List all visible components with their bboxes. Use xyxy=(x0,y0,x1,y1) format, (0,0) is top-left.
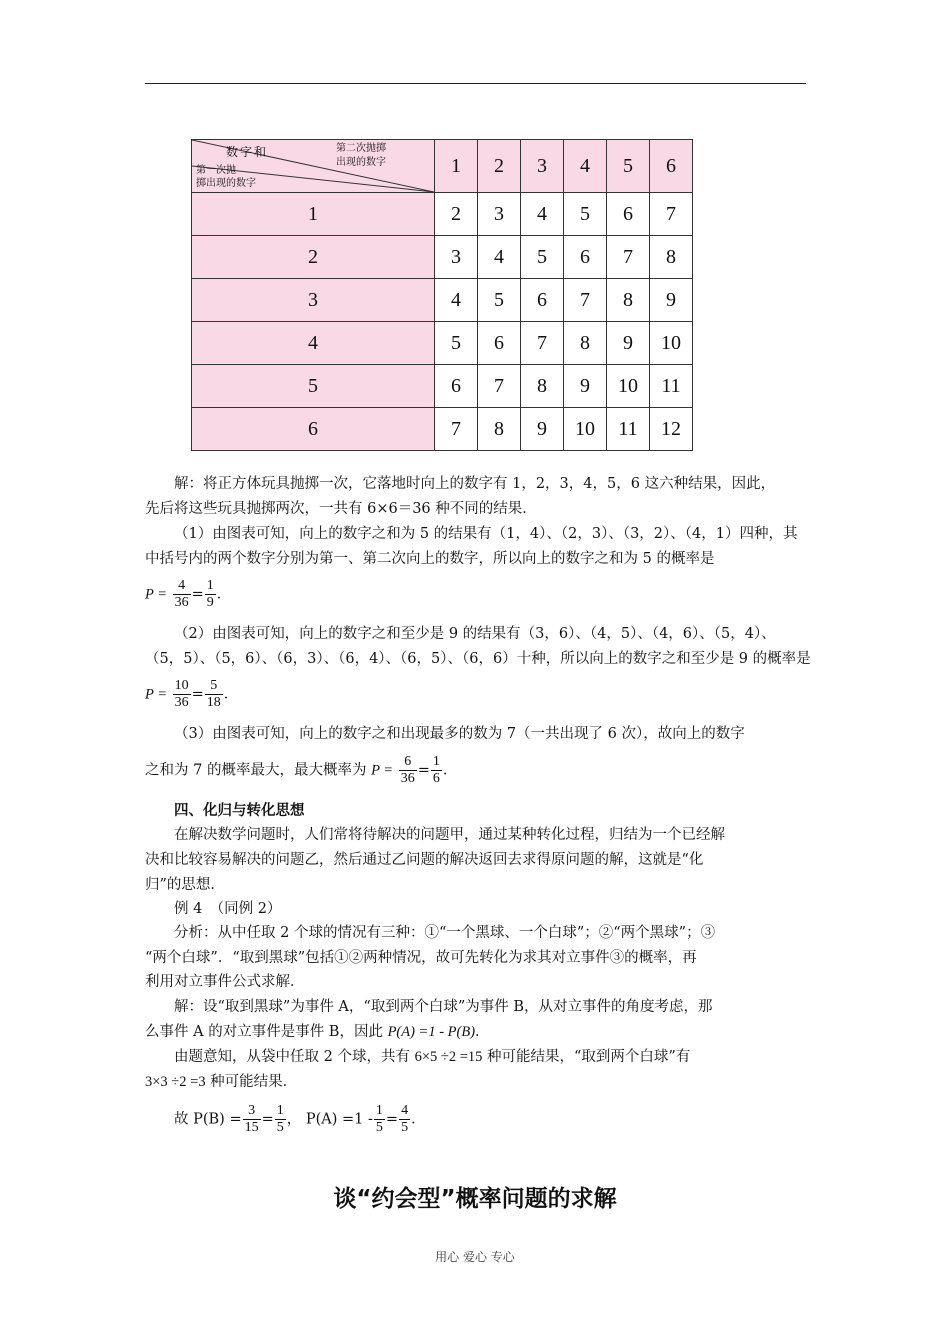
table-cell: 9 xyxy=(650,279,693,322)
table-cell: 9 xyxy=(564,365,607,408)
paragraph-solution-line1: 解：将正方体玩具抛掷一次，它落地时向上的数字有 1，2，3，4，5，6 这六种结果，因此， xyxy=(174,476,776,492)
table-corner-header xyxy=(192,140,435,193)
col-header: 4 xyxy=(564,140,607,193)
row-header: 3 xyxy=(192,279,435,322)
table-cell: 11 xyxy=(650,365,693,408)
table-cell: 5 xyxy=(435,322,478,365)
table-cell: 7 xyxy=(435,408,478,451)
row-header: 5 xyxy=(192,365,435,408)
table-cell: 10 xyxy=(650,322,693,365)
paragraph-reduction-line2: 决和比较容易解决的问题乙，然后通过乙问题的解决返回去求得原问题的解，这就是“化 xyxy=(145,852,704,868)
formula-1: P = $\frac{4}{36}$ = $\frac{1}{9}$ ． xyxy=(145,578,232,610)
paragraph-part2-line2: （5，5）、（5，6）、（6，3）、（6，4）、（6，5）、（6，6）十种，所以向上的数字之和至少是 9 的概率是 xyxy=(145,651,811,667)
paragraph-part3-line1: （3）由图表可知，向上的数字之和出现最多的数为 7（一共出现了 6 次），故向上的数字 xyxy=(174,726,745,742)
col-header: 3 xyxy=(521,140,564,193)
paragraph-solution2-line2: 么事件 A 的对立事件是事件 B，因此 P(A) =1 - P(B)． xyxy=(145,1024,490,1040)
table-cell: 4 xyxy=(521,193,564,236)
formula-2: P = $\frac{10}{36}$ = $\frac{5}{18}$ ． xyxy=(145,678,239,710)
header-rule xyxy=(145,83,806,84)
table-cell: 8 xyxy=(478,408,521,451)
table-cell: 3 xyxy=(435,236,478,279)
table-cell: 7 xyxy=(478,365,521,408)
table-row xyxy=(192,279,693,322)
table-cell: 4 xyxy=(478,236,521,279)
paragraph-analysis-line2: “两个白球”．“取到黑球”包括①②两种情况，故可先转化为求其对立事件③的概率，再 xyxy=(145,950,697,966)
row-header: 1 xyxy=(192,193,435,236)
table-cell: 7 xyxy=(564,279,607,322)
table-cell: 10 xyxy=(607,365,650,408)
table-cell: 5 xyxy=(521,236,564,279)
example-label: 例 4 （同例 2） xyxy=(174,901,282,917)
table-cell: 5 xyxy=(478,279,521,322)
corner-label-second: 第二次抛掷 出现的数字 xyxy=(336,143,386,168)
table-cell: 7 xyxy=(607,236,650,279)
table-cell: 8 xyxy=(607,279,650,322)
table-row xyxy=(192,236,693,279)
paragraph-count-line1: 由题意知，从袋中任取 2 个球，共有 6×5 ÷2 =15 种可能结果，“取到两个白球”有 xyxy=(174,1049,691,1065)
table-cell: 7 xyxy=(521,322,564,365)
corner-label-sum: 数字和 xyxy=(226,145,269,159)
table-cell: 6 xyxy=(478,322,521,365)
table-cell: 3 xyxy=(478,193,521,236)
table-row xyxy=(192,193,693,236)
table-cell: 6 xyxy=(607,193,650,236)
corner-label-first: 第一次抛 掷出现的数字 xyxy=(196,165,256,189)
paragraph-part3-line2: 之和为 7 的概率最大，最大概率为 P = $\frac{6}{36}$ = $\frac{1}{6}$ ． xyxy=(145,754,458,786)
paragraph-part1-line2: 中括号内的两个数字分别为第一、第二次向上的数字，所以向上的数字之和为 5 的概率是 xyxy=(145,551,715,567)
table-cell: 7 xyxy=(650,193,693,236)
col-header: 2 xyxy=(478,140,521,193)
table-cell: 9 xyxy=(521,408,564,451)
row-header: 2 xyxy=(192,236,435,279)
table-cell: 10 xyxy=(564,408,607,451)
paragraph-reduction-line3: 归”的思想． xyxy=(145,877,225,893)
col-header: 6 xyxy=(650,140,693,193)
table-cell: 6 xyxy=(564,236,607,279)
section-heading: 四、化归与转化思想 xyxy=(174,803,305,819)
table-cell: 5 xyxy=(564,193,607,236)
row-header: 6 xyxy=(192,408,435,451)
formula-final: 故 P(B) = $\frac{3}{15}$ = $\frac{1}{5}$ ， P(A) =1 - $\frac{1}{5}$ = $\frac{4}{5}$ ． xyxy=(174,1103,426,1135)
table-cell: 11 xyxy=(607,408,650,451)
paragraph-reduction-line1: 在解决数学问题时，人们常将待解决的问题甲，通过某种转化过程，归结为一个已经解 xyxy=(174,827,725,843)
table-cell: 2 xyxy=(435,193,478,236)
table-cell: 12 xyxy=(650,408,693,451)
table-cell: 8 xyxy=(564,322,607,365)
table-cell: 6 xyxy=(435,365,478,408)
paragraph-part2-line1: （2）由图表可知，向上的数字之和至少是 9 的结果有（3，6）、（4，5）、（4，6）、（5，4）、 xyxy=(174,626,776,642)
row-header: 4 xyxy=(192,322,435,365)
paragraph-analysis-line1: 分析：从中任取 2 个球的情况有三种：①“一个黑球、一个白球”；②“两个黑球”；③ xyxy=(174,925,716,941)
col-header: 5 xyxy=(607,140,650,193)
paragraph-solution2-line1: 解：设“取到黑球”为事件 A，“取到两个白球”为事件 B，从对立事件的角度考虑，那 xyxy=(174,999,713,1015)
paragraph-part1-line1: （1）由图表可知，向上的数字之和为 5 的结果有（1，4）、（2，3）、（3，2）、（4，1）四种，其 xyxy=(174,526,798,542)
table-row xyxy=(192,322,693,365)
table-row xyxy=(192,408,693,451)
table-cell: 4 xyxy=(435,279,478,322)
paragraph-solution-line2: 先后将这些玩具抛掷两次，一共有 6×6＝36 种不同的结果． xyxy=(145,501,537,517)
page-footer: 用心 爱心 专心 xyxy=(435,1250,515,1264)
table-cell: 8 xyxy=(521,365,564,408)
article-title: 谈“约会型”概率问题的求解 xyxy=(333,1186,617,1212)
paragraph-analysis-line3: 利用对立事件公式求解． xyxy=(145,974,305,990)
table-cell: 9 xyxy=(607,322,650,365)
table-row xyxy=(192,365,693,408)
dice-sum-table xyxy=(191,139,693,451)
paragraph-count-line2: 3×3 ÷2 =3 种可能结果． xyxy=(145,1074,298,1090)
table-cell: 8 xyxy=(650,236,693,279)
table-cell: 6 xyxy=(521,279,564,322)
col-header: 1 xyxy=(435,140,478,193)
